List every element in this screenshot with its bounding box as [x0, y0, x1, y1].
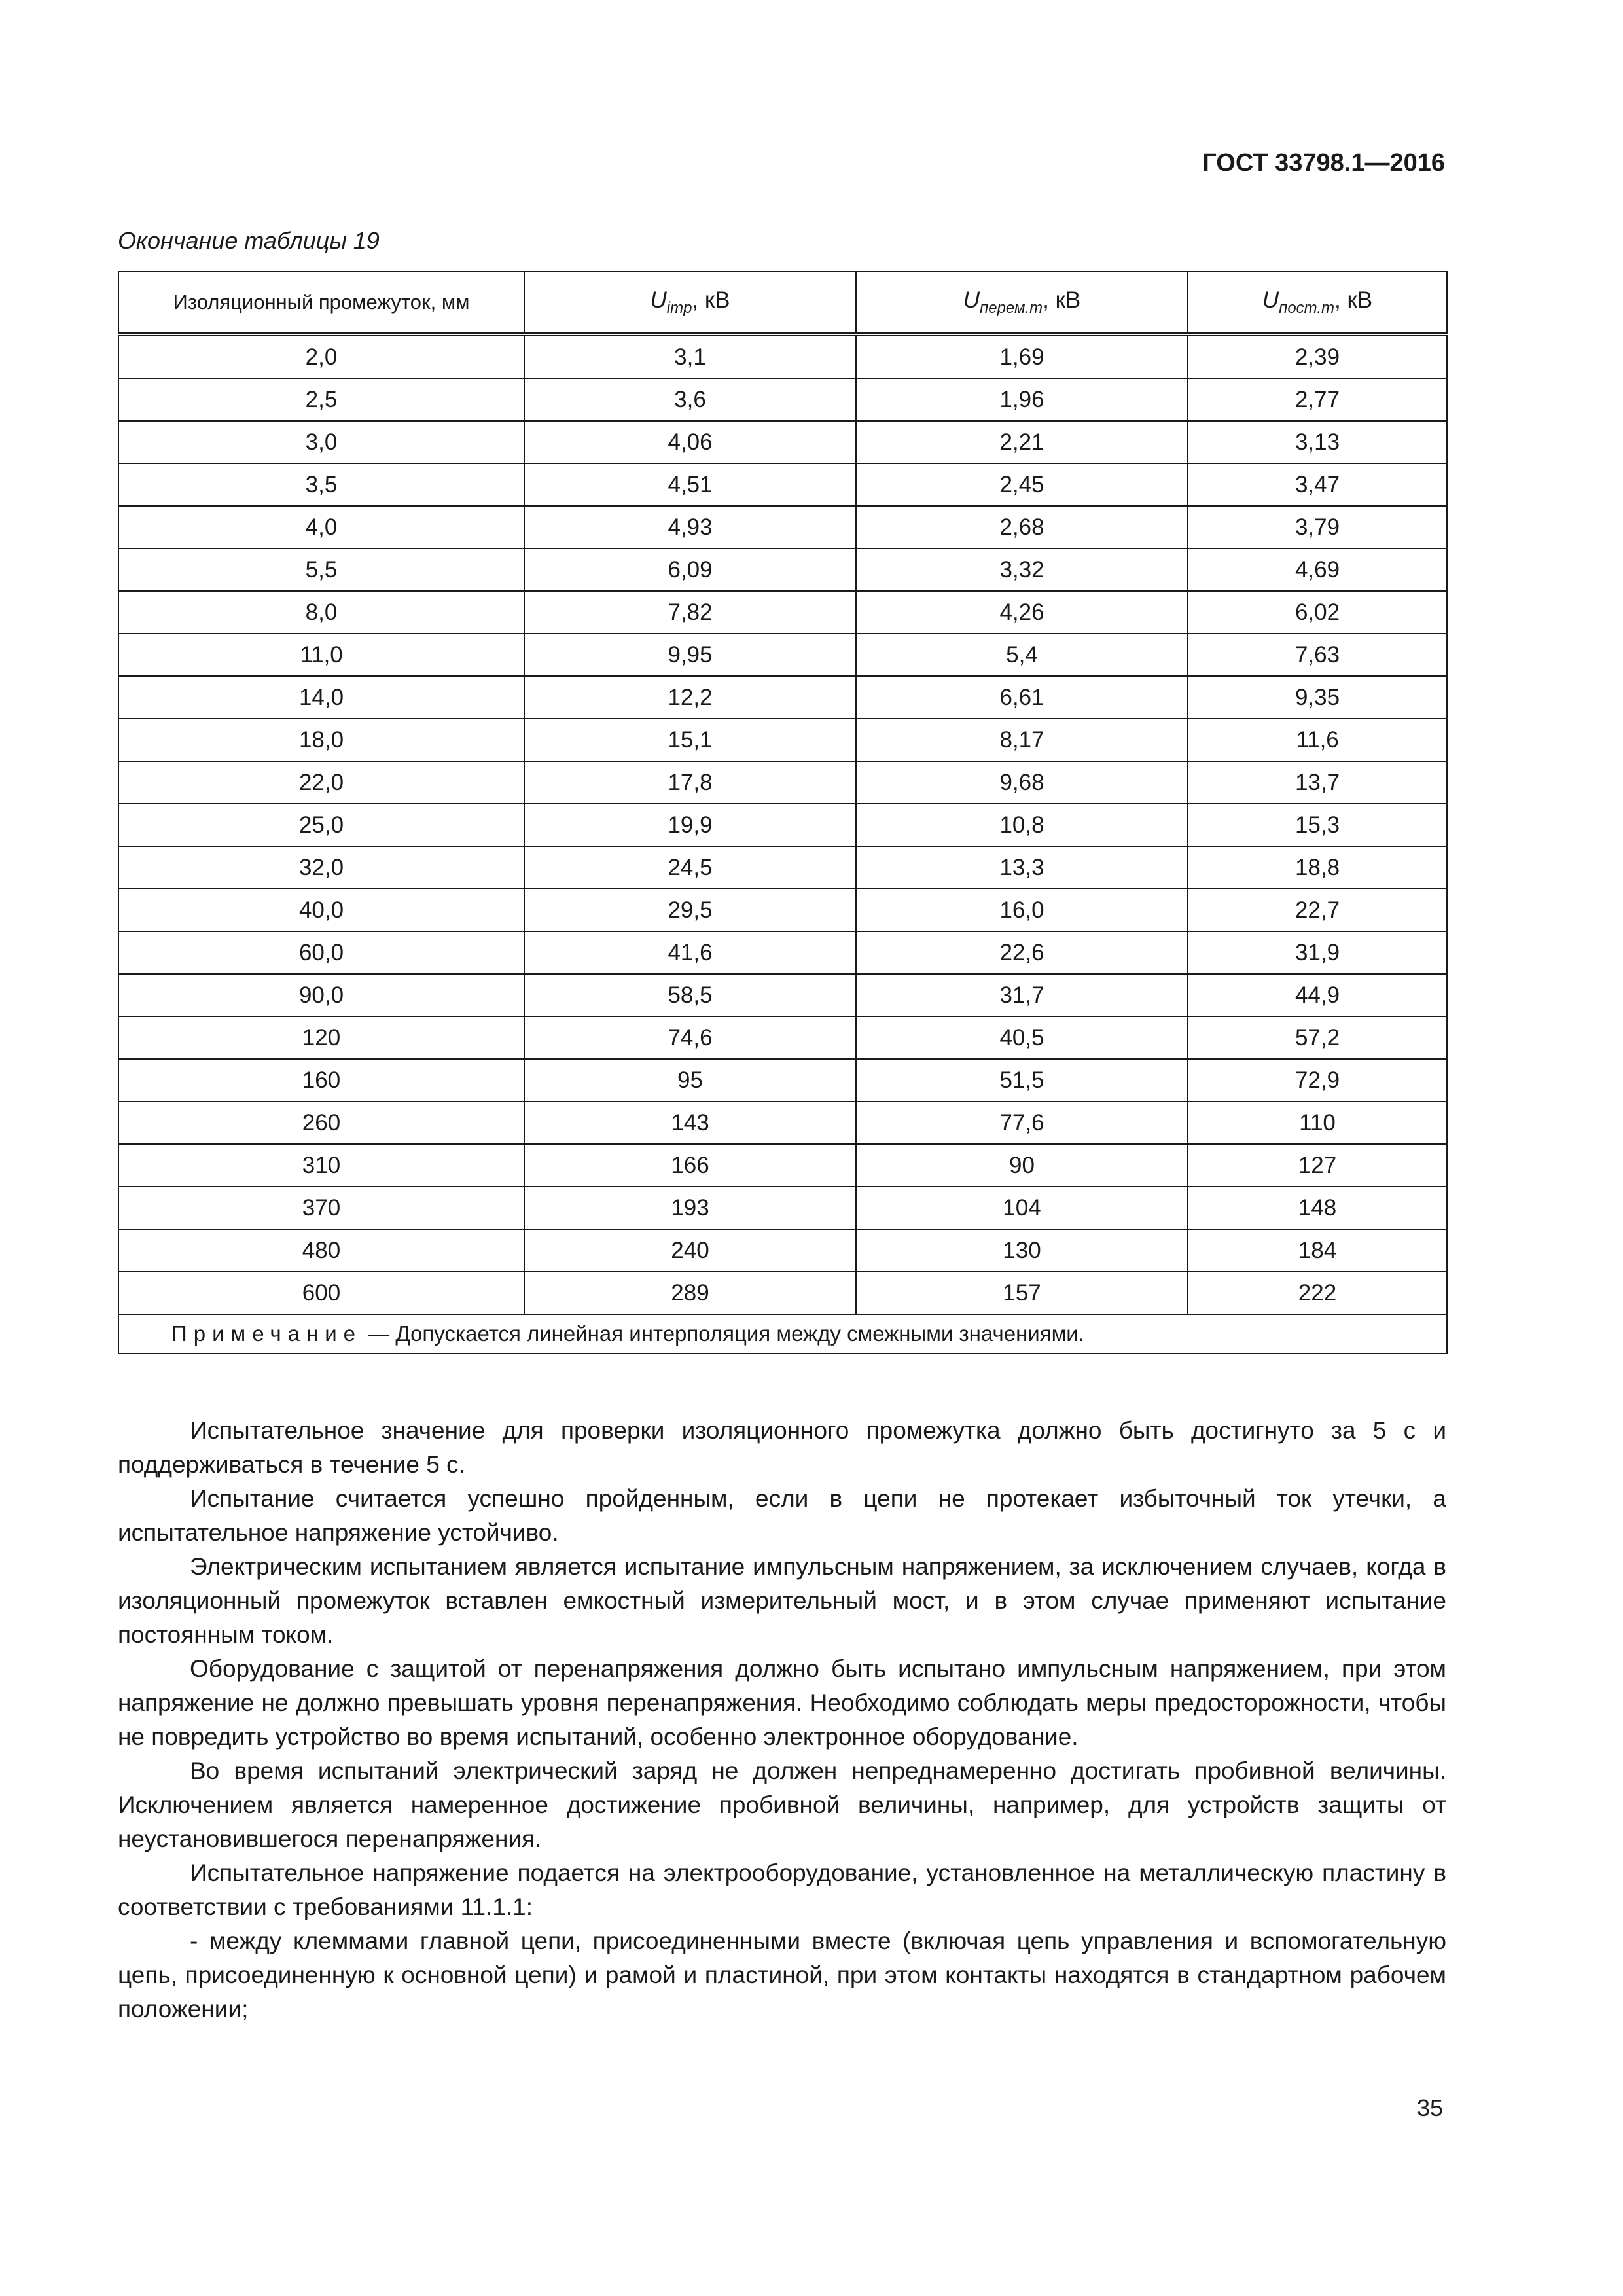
table-cell: 157 [856, 1272, 1188, 1314]
header-u-imp-unit: , кВ [692, 287, 730, 313]
header-u-dc-unit: , кВ [1334, 287, 1373, 313]
table-row [118, 719, 1447, 761]
table-cell: 148 [1188, 1187, 1447, 1229]
table-cell: 18,0 [118, 719, 524, 761]
table-cell: 22,7 [1188, 889, 1447, 931]
table-cell: 57,2 [1188, 1016, 1447, 1059]
table-cell: 13,3 [856, 846, 1188, 889]
body-text [118, 1414, 1446, 2026]
table-cell: 77,6 [856, 1102, 1188, 1144]
table-cell: 14,0 [118, 676, 524, 719]
table-cell: 22,6 [856, 931, 1188, 974]
table-cell: 104 [856, 1187, 1188, 1229]
table-cell: 16,0 [856, 889, 1188, 931]
note-label: Примечание [171, 1321, 363, 1346]
table-cell: 3,5 [118, 463, 524, 506]
note-text: — Допускается линейная интерполяция между смежными значениями. [362, 1321, 1084, 1346]
header-u-dc-sub: пост.m [1279, 299, 1335, 317]
table-cell: 44,9 [1188, 974, 1447, 1016]
table-cell: 2,45 [856, 463, 1188, 506]
table-row [118, 1016, 1447, 1059]
table-row [118, 1272, 1447, 1314]
table-cell: 120 [118, 1016, 524, 1059]
table-cell: 15,3 [1188, 804, 1447, 846]
table-cell: 370 [118, 1187, 524, 1229]
table-cell: 600 [118, 1272, 524, 1314]
table-cell: 7,82 [524, 591, 856, 634]
header-u-ac-sub: перем.m [980, 299, 1043, 317]
table-cell: 289 [524, 1272, 856, 1314]
table-cell: 110 [1188, 1102, 1447, 1144]
table-cell: 4,06 [524, 421, 856, 463]
table-cell: 9,35 [1188, 676, 1447, 719]
table-row [118, 761, 1447, 804]
table-cell: 5,4 [856, 634, 1188, 676]
table-cell: 74,6 [524, 1016, 856, 1059]
table-cell: 90 [856, 1144, 1188, 1187]
table-row [118, 591, 1447, 634]
table-cell: 13,7 [1188, 761, 1447, 804]
header-u-dc [1188, 272, 1447, 334]
table-caption: Окончание таблицы 19 [118, 227, 380, 254]
table-cell: 222 [1188, 1272, 1447, 1314]
table-row [118, 548, 1447, 591]
header-u-imp [524, 272, 856, 334]
table-cell: 17,8 [524, 761, 856, 804]
page-number: 35 [1416, 2094, 1443, 2121]
table-cell: 3,6 [524, 378, 856, 421]
table-cell: 3,13 [1188, 421, 1447, 463]
table-row [118, 931, 1447, 974]
table-cell: 25,0 [118, 804, 524, 846]
table-cell: 9,95 [524, 634, 856, 676]
table-cell: 240 [524, 1229, 856, 1272]
table-row [118, 634, 1447, 676]
header-u-ac [856, 272, 1188, 334]
table-cell: 3,79 [1188, 506, 1447, 548]
table-cell: 143 [524, 1102, 856, 1144]
note-row [118, 1314, 1447, 1354]
header-u-dc-symbol: U [1262, 287, 1279, 313]
table-cell: 2,21 [856, 421, 1188, 463]
table-cell: 2,68 [856, 506, 1188, 548]
table-row [118, 1144, 1447, 1187]
table-cell: 3,1 [524, 334, 856, 378]
table-cell: 51,5 [856, 1059, 1188, 1102]
header-gap: Изоляционный промежуток, мм [118, 272, 524, 334]
paragraph: Испытательное напряжение подается на электрооборудование, установленное на металлическую пластину в соответствии с требованиями 11.1.1: [118, 1859, 1446, 1920]
paragraph: Испытание считается успешно пройденным, если в цепи не протекает избыточный ток утечки, а испытательное напряжение устойчиво. [118, 1485, 1446, 1546]
table-cell: 19,9 [524, 804, 856, 846]
table-cell: 480 [118, 1229, 524, 1272]
table-cell: 1,69 [856, 334, 1188, 378]
table-cell: 22,0 [118, 761, 524, 804]
table-cell: 193 [524, 1187, 856, 1229]
header-u-ac-unit: , кВ [1043, 287, 1081, 313]
table-row [118, 1187, 1447, 1229]
paragraph: Испытательное значение для проверки изоляционного промежутка должно быть достигнуто за 5 с и поддерживаться в течение 5 с. [118, 1417, 1446, 1478]
table-cell: 3,32 [856, 548, 1188, 591]
table-row [118, 974, 1447, 1016]
table-cell: 15,1 [524, 719, 856, 761]
table-cell: 31,9 [1188, 931, 1447, 974]
table-cell: 9,68 [856, 761, 1188, 804]
table-cell: 12,2 [524, 676, 856, 719]
header-u-imp-symbol: U [650, 287, 667, 313]
table-cell: 127 [1188, 1144, 1447, 1187]
table-cell: 6,09 [524, 548, 856, 591]
table-row [118, 463, 1447, 506]
table-cell: 4,93 [524, 506, 856, 548]
document-id: ГОСТ 33798.1—2016 [1202, 149, 1445, 177]
table-cell: 5,5 [118, 548, 524, 591]
table-row [118, 421, 1447, 463]
table-row [118, 334, 1447, 378]
header-u-imp-sub: imp [666, 299, 692, 317]
table-cell: 3,0 [118, 421, 524, 463]
table-cell: 29,5 [524, 889, 856, 931]
table-cell: 72,9 [1188, 1059, 1447, 1102]
table-cell: 3,47 [1188, 463, 1447, 506]
table-cell: 41,6 [524, 931, 856, 974]
table-cell: 31,7 [856, 974, 1188, 1016]
table-cell: 6,61 [856, 676, 1188, 719]
paragraph: Оборудование с защитой от перенапряжения должно быть испытано импульсным напряжением, при этом напряжение не должно превышать уровня перенапряжения. Необходимо соблюдать меры предосторожности, чтобы не повредить устройство во время испытаний, особенно электронное оборудование. [118, 1655, 1446, 1750]
table-cell: 4,0 [118, 506, 524, 548]
table-cell: 2,5 [118, 378, 524, 421]
table-cell: 32,0 [118, 846, 524, 889]
table-row [118, 1229, 1447, 1272]
table-row [118, 676, 1447, 719]
table-cell: 2,0 [118, 334, 524, 378]
table-cell: 2,77 [1188, 378, 1447, 421]
table-cell: 40,5 [856, 1016, 1188, 1059]
table-cell: 6,02 [1188, 591, 1447, 634]
paragraph: Во время испытаний электрический заряд не должен непреднамеренно достигать пробивной величины. Исключением является намеренное достижение пробивной величины, например, для устройств защиты от неустановившегося перенапряжения. [118, 1757, 1446, 1852]
table-cell: 130 [856, 1229, 1188, 1272]
table-cell: 4,26 [856, 591, 1188, 634]
table-cell: 90,0 [118, 974, 524, 1016]
table-cell: 95 [524, 1059, 856, 1102]
table-cell: 60,0 [118, 931, 524, 974]
table-cell: 18,8 [1188, 846, 1447, 889]
table-cell: 310 [118, 1144, 524, 1187]
table-cell: 10,8 [856, 804, 1188, 846]
table-cell: 184 [1188, 1229, 1447, 1272]
table-body [118, 334, 1447, 1314]
table-cell: 11,6 [1188, 719, 1447, 761]
table-cell: 24,5 [524, 846, 856, 889]
table-row [118, 1059, 1447, 1102]
table-cell: 7,63 [1188, 634, 1447, 676]
table-header-row [118, 272, 1447, 334]
paragraph: - между клеммами главной цепи, присоединенными вместе (включая цепь управления и вспомогательную цепь, присоединенную к основной цепи) и рамой и пластиной, при этом контакты находятся в стандартном рабочем положении; [118, 1928, 1446, 2022]
table-row [118, 1102, 1447, 1144]
table-row [118, 804, 1447, 846]
table-cell: 8,17 [856, 719, 1188, 761]
paragraph: Электрическим испытанием является испытание импульсным напряжением, за исключением случаев, когда в изоляционный промежуток вставлен емкостный измерительный мост, и в этом случае применяют испытание постоянным током. [118, 1553, 1446, 1648]
table-cell: 2,39 [1188, 334, 1447, 378]
table-cell: 4,69 [1188, 548, 1447, 591]
table-cell: 260 [118, 1102, 524, 1144]
header-u-ac-symbol: U [963, 287, 980, 313]
table-cell: 11,0 [118, 634, 524, 676]
table-row [118, 506, 1447, 548]
table-row [118, 846, 1447, 889]
table-row [118, 889, 1447, 931]
table-cell: 40,0 [118, 889, 524, 931]
insulation-gap-table [118, 271, 1448, 1354]
table-cell: 160 [118, 1059, 524, 1102]
table-row [118, 378, 1447, 421]
table-cell: 166 [524, 1144, 856, 1187]
table-cell: 1,96 [856, 378, 1188, 421]
table-note [118, 1314, 1447, 1354]
table-cell: 58,5 [524, 974, 856, 1016]
table-cell: 8,0 [118, 591, 524, 634]
table-cell: 4,51 [524, 463, 856, 506]
